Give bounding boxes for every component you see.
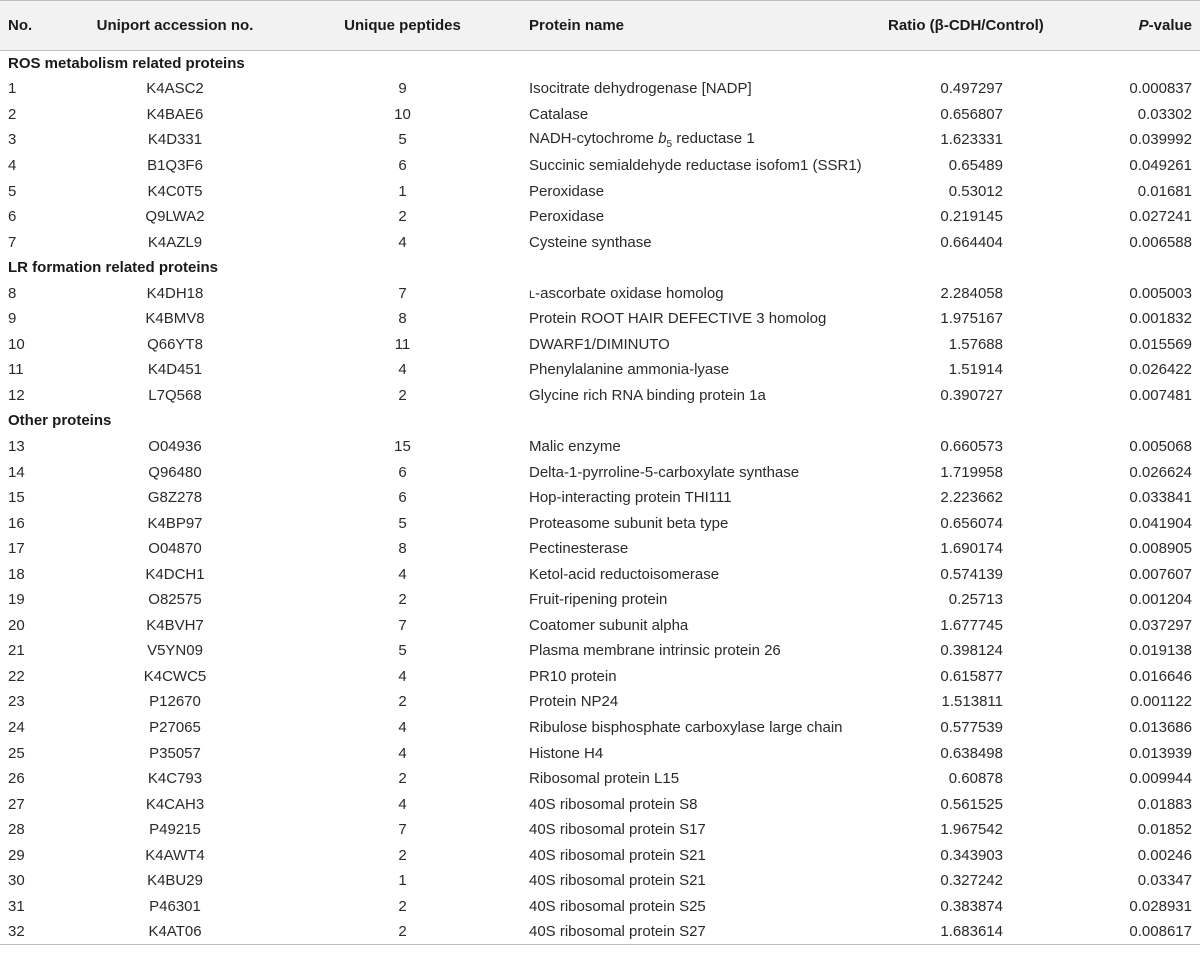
cell-p-value: 0.01681 — [1137, 182, 1192, 200]
cell-protein-name: 40S ribosomal protein S27 — [515, 919, 880, 945]
cell-unique-peptides: 4 — [398, 718, 407, 736]
cell-accession: K4AT06 — [60, 919, 290, 945]
cell-unique-peptides: 4 — [398, 565, 407, 583]
protein-name-subscript: 5 — [666, 138, 673, 150]
cell-accession: Q96480 — [148, 463, 202, 481]
cell-accession: P12670 — [149, 693, 201, 711]
cell-accession: K4DCH1 — [145, 565, 205, 583]
cell-p-value: 0.027241 — [1129, 208, 1192, 226]
cell-accession: K4CWC5 — [143, 667, 207, 685]
cell-ratio: 0.219145 — [940, 208, 1003, 226]
table-row — [0, 383, 1200, 409]
table-row — [0, 740, 1200, 766]
cell-protein-name: 40S ribosomal protein S21 — [529, 846, 706, 864]
cell-no: 10 — [8, 335, 25, 353]
table-row — [0, 204, 1200, 230]
cell-accession: P46301 — [149, 897, 201, 915]
table-row — [0, 664, 1200, 690]
header-p-letter: P — [1138, 17, 1149, 34]
cell-protein-name: Peroxidase — [529, 208, 605, 226]
cell-unique-peptides: 2 — [398, 770, 407, 788]
cell-p-value: 0.013939 — [1129, 744, 1192, 762]
cell-protein-name: Pectinesterase — [529, 540, 629, 558]
cell-accession: K4D451 — [147, 361, 203, 379]
cell-unique-peptides: 2 — [398, 591, 407, 609]
cell-accession: P27065 — [149, 718, 201, 736]
table-row — [0, 178, 1200, 204]
header-no: No. — [0, 1, 60, 51]
cell-no: 30 — [8, 872, 25, 890]
cell-unique-peptides: 7 — [398, 284, 407, 302]
cell-no: 29 — [8, 846, 25, 864]
cell-no: 20 — [8, 616, 25, 634]
cell-ratio: 0.383874 — [940, 897, 1003, 915]
cell-accession: K4D331 — [147, 131, 203, 149]
section-title: ROS metabolism related proteins — [8, 55, 245, 73]
table-row — [0, 613, 1200, 639]
cell-accession: K4C0T5 — [147, 182, 203, 200]
cell-unique-peptides: 2 — [290, 919, 515, 945]
cell-p-value: 0.005068 — [1129, 437, 1192, 455]
cell-no: 6 — [8, 208, 17, 226]
cell-ratio: 1.683614 — [880, 919, 1065, 945]
cell-p-value: 0.01852 — [1137, 821, 1192, 839]
cell-unique-peptides: 1 — [398, 182, 407, 200]
cell-p-value: 0.007607 — [1129, 565, 1192, 583]
cell-no: 31 — [8, 897, 25, 915]
header-accession: Uniport accession no. — [60, 1, 290, 51]
cell-no: 25 — [8, 744, 25, 762]
cell-protein-name: 40S ribosomal protein S25 — [529, 897, 706, 915]
cell-unique-peptides: 5 — [398, 514, 407, 532]
cell-protein-name: PR10 protein — [529, 667, 617, 685]
table-row — [0, 791, 1200, 817]
cell-protein-name: Plasma membrane intrinsic protein 26 — [529, 642, 781, 660]
table-row — [0, 76, 1200, 102]
cell-p-value: 0.00246 — [1137, 846, 1192, 864]
cell-accession: O04870 — [148, 540, 202, 558]
cell-ratio: 1.719958 — [940, 463, 1003, 481]
cell-p-value: 0.008617 — [1065, 919, 1200, 945]
cell-unique-peptides: 4 — [398, 795, 407, 813]
cell-protein-name: Protein NP24 — [529, 693, 619, 711]
cell-ratio: 1.975167 — [940, 310, 1003, 328]
table-row — [0, 638, 1200, 664]
cell-unique-peptides: 6 — [398, 489, 407, 507]
cell-ratio: 1.967542 — [940, 821, 1003, 839]
protein-name-smallcaps: l — [529, 284, 536, 302]
cell-ratio: 0.390727 — [940, 386, 1003, 404]
cell-unique-peptides: 2 — [398, 208, 407, 226]
cell-no: 23 — [8, 693, 25, 711]
cell-unique-peptides: 7 — [398, 821, 407, 839]
table-row — [0, 510, 1200, 536]
cell-unique-peptides: 1 — [398, 872, 407, 890]
cell-no: 2 — [8, 105, 17, 123]
cell-unique-peptides: 4 — [398, 667, 407, 685]
cell-protein-name: Delta-1-pyrroline-5-carboxylate synthase — [529, 463, 800, 481]
cell-protein-name: Isocitrate dehydrogenase [NADP] — [529, 80, 752, 98]
cell-p-value: 0.026422 — [1129, 361, 1192, 379]
table-header — [0, 1, 1200, 51]
cell-unique-peptides: 5 — [398, 642, 407, 660]
cell-no: 11 — [8, 361, 24, 379]
cell-unique-peptides: 6 — [398, 463, 407, 481]
cell-p-value: 0.016646 — [1129, 667, 1192, 685]
cell-unique-peptides: 2 — [398, 693, 407, 711]
cell-protein-name: Ribulose bisphosphate carboxylase large chain — [529, 718, 843, 736]
cell-ratio: 1.57688 — [948, 335, 1003, 353]
cell-p-value: 0.013686 — [1129, 718, 1192, 736]
cell-unique-peptides: 15 — [394, 437, 411, 455]
cell-protein-name: DWARF1/DIMINUTO — [529, 335, 670, 353]
cell-no: 17 — [8, 540, 25, 558]
cell-accession: K4BAE6 — [146, 105, 204, 123]
cell-p-value: 0.039992 — [1129, 131, 1192, 149]
cell-protein-name: Proteasome subunit beta type — [529, 514, 729, 532]
cell-ratio: 0.497297 — [940, 80, 1003, 98]
cell-ratio: 0.574139 — [940, 565, 1003, 583]
cell-no: 12 — [8, 386, 25, 404]
cell-unique-peptides: 2 — [398, 386, 407, 404]
cell-no: 8 — [8, 284, 17, 302]
cell-unique-peptides: 8 — [398, 540, 407, 558]
section-title: Other proteins — [8, 412, 112, 430]
cell-protein-name: Ketol-acid reductoisomerase — [529, 565, 720, 583]
cell-p-value: 0.008905 — [1129, 540, 1192, 558]
cell-p-value: 0.009944 — [1129, 770, 1192, 788]
cell-ratio: 0.53012 — [948, 182, 1003, 200]
cell-p-value: 0.01883 — [1137, 795, 1192, 813]
cell-protein-name — [515, 127, 880, 153]
table-row — [0, 127, 1200, 153]
cell-protein-name: 40S ribosomal protein S17 — [529, 821, 706, 839]
cell-p-value: 0.049261 — [1129, 156, 1192, 174]
cell-protein-name: 40S ribosomal protein S8 — [529, 795, 698, 813]
cell-p-value: 0.006588 — [1129, 233, 1192, 251]
cell-no: 14 — [8, 463, 25, 481]
cell-accession: K4CAH3 — [145, 795, 205, 813]
section-title: LR formation related proteins — [8, 259, 219, 277]
cell-p-value: 0.03347 — [1137, 872, 1192, 890]
cell-unique-peptides: 2 — [398, 897, 407, 915]
cell-p-value: 0.03302 — [1137, 105, 1192, 123]
cell-p-value: 0.026624 — [1129, 463, 1192, 481]
cell-accession: V5YN09 — [147, 642, 203, 660]
cell-accession: K4C793 — [147, 770, 203, 788]
cell-p-value: 0.000837 — [1129, 80, 1192, 98]
cell-accession: P35057 — [149, 744, 201, 762]
cell-unique-peptides: 7 — [398, 616, 407, 634]
cell-protein-name — [515, 280, 880, 306]
table-row — [0, 817, 1200, 843]
header-unique-peptides: Unique peptides — [290, 1, 515, 51]
cell-ratio: 0.660573 — [940, 437, 1003, 455]
cell-accession: L7Q568 — [148, 386, 202, 404]
cell-ratio: 0.327242 — [940, 872, 1003, 890]
cell-unique-peptides: 4 — [398, 233, 407, 251]
cell-ratio: 0.398124 — [940, 642, 1003, 660]
cell-ratio: 1.513811 — [941, 693, 1003, 711]
cell-ratio: 2.284058 — [940, 284, 1003, 302]
cell-ratio: 0.656807 — [940, 105, 1003, 123]
cell-unique-peptides: 11 — [394, 335, 411, 353]
cell-p-value: 0.015569 — [1129, 335, 1192, 353]
cell-accession: K4AWT4 — [145, 846, 205, 864]
cell-p-value: 0.005003 — [1129, 284, 1192, 302]
cell-ratio: 1.623331 — [940, 131, 1003, 149]
table-row — [0, 280, 1200, 306]
cell-p-value: 0.037297 — [1129, 616, 1192, 634]
cell-protein-name: Catalase — [529, 105, 589, 123]
cell-accession: K4AZL9 — [147, 233, 203, 251]
cell-ratio: 1.677745 — [940, 616, 1003, 634]
cell-no: 19 — [8, 591, 25, 609]
cell-protein-name: Phenylalanine ammonia-lyase — [529, 361, 730, 379]
cell-protein-name: Ribosomal protein L15 — [529, 770, 680, 788]
cell-protein-name: Histone H4 — [529, 744, 604, 762]
cell-accession: K4BU29 — [147, 872, 203, 890]
header-protein-name: Protein name — [515, 1, 880, 51]
cell-unique-peptides: 5 — [398, 131, 407, 149]
table-body — [0, 51, 1200, 945]
protein-name-post: reductase 1 — [672, 129, 755, 147]
cell-ratio: 0.25713 — [948, 591, 1003, 609]
cell-accession: O82575 — [148, 591, 202, 609]
cell-unique-peptides: 10 — [394, 105, 411, 123]
cell-no: 7 — [8, 233, 17, 251]
cell-no: 15 — [8, 489, 25, 507]
table-row — [0, 842, 1200, 868]
cell-accession: B1Q3F6 — [147, 156, 203, 174]
cell-no: 16 — [8, 514, 25, 532]
table-row — [0, 689, 1200, 715]
table-row — [0, 485, 1200, 511]
cell-ratio: 0.615877 — [940, 667, 1003, 685]
cell-p-value: 0.007481 — [1129, 386, 1192, 404]
cell-accession: Q9LWA2 — [145, 208, 205, 226]
table-row — [0, 587, 1200, 613]
table-row — [0, 459, 1200, 485]
protein-name-post: -ascorbate oxidase homolog — [535, 284, 724, 302]
header-p-value — [1065, 1, 1200, 51]
cell-p-value: 0.041904 — [1129, 514, 1192, 532]
header-ratio: Ratio (β-CDH/Control) — [880, 1, 1065, 51]
cell-no: 9 — [8, 310, 17, 328]
table-row — [0, 894, 1200, 920]
table-row — [0, 229, 1200, 255]
header-row — [0, 1, 1200, 51]
cell-protein-name: Protein ROOT HAIR DEFECTIVE 3 homolog — [529, 310, 827, 328]
cell-p-value: 0.001122 — [1130, 693, 1192, 711]
cell-no: 27 — [8, 795, 25, 813]
cell-no: 28 — [8, 821, 25, 839]
cell-protein-name: Succinic semialdehyde reductase isofom1 (SSR1) — [529, 156, 862, 174]
cell-ratio: 0.577539 — [940, 718, 1003, 736]
cell-unique-peptides: 9 — [398, 80, 407, 98]
cell-protein-name: Glycine rich RNA binding protein 1a — [529, 386, 766, 404]
cell-protein-name: Peroxidase — [529, 182, 605, 200]
cell-ratio: 0.343903 — [940, 846, 1003, 864]
cell-ratio: 2.223662 — [940, 489, 1003, 507]
table-row — [0, 536, 1200, 562]
cell-ratio: 1.51914 — [948, 361, 1003, 379]
cell-protein-name: Malic enzyme — [529, 437, 621, 455]
cell-no: 26 — [8, 770, 25, 788]
cell-ratio: 0.65489 — [948, 156, 1003, 174]
table-row — [0, 332, 1200, 358]
cell-no: 18 — [8, 565, 25, 583]
cell-no: 5 — [8, 182, 17, 200]
cell-accession: P49215 — [149, 821, 201, 839]
cell-accession: K4BP97 — [147, 514, 203, 532]
table-row — [0, 306, 1200, 332]
cell-p-value: 0.019138 — [1129, 642, 1192, 660]
cell-unique-peptides: 6 — [398, 156, 407, 174]
table-row — [0, 102, 1200, 128]
cell-no: 22 — [8, 667, 25, 685]
cell-accession: K4BMV8 — [145, 310, 205, 328]
cell-accession: K4DH18 — [146, 284, 204, 302]
cell-protein-name: Coatomer subunit alpha — [529, 616, 689, 634]
protein-name-pre: NADH-cytochrome — [529, 129, 659, 147]
cell-ratio: 0.60878 — [948, 770, 1003, 788]
cell-no: 21 — [8, 642, 25, 660]
cell-accession: G8Z278 — [147, 489, 203, 507]
table-row — [0, 434, 1200, 460]
cell-ratio: 1.690174 — [940, 540, 1003, 558]
cell-p-value: 0.001204 — [1129, 591, 1192, 609]
cell-accession: K4ASC2 — [146, 80, 204, 98]
section-header-row — [0, 51, 1200, 77]
cell-protein-name: 40S ribosomal protein S21 — [529, 872, 706, 890]
table-row — [0, 868, 1200, 894]
cell-protein-name: Cysteine synthase — [529, 233, 652, 251]
section-header-row — [0, 255, 1200, 281]
cell-ratio: 0.561525 — [940, 795, 1003, 813]
cell-no: 3 — [8, 131, 17, 149]
table-row — [0, 919, 1200, 945]
cell-no: 1 — [8, 80, 17, 98]
cell-unique-peptides: 4 — [398, 744, 407, 762]
cell-unique-peptides: 2 — [398, 846, 407, 864]
cell-no: 24 — [8, 718, 25, 736]
cell-protein-name: Hop-interacting protein THI111 — [529, 489, 732, 507]
cell-p-value: 0.001832 — [1129, 310, 1192, 328]
section-header-row — [0, 408, 1200, 434]
cell-no: 4 — [8, 156, 17, 174]
cell-p-value: 0.028931 — [1129, 897, 1192, 915]
table-row — [0, 357, 1200, 383]
cell-accession: K4BVH7 — [146, 616, 204, 634]
cell-unique-peptides: 4 — [398, 361, 407, 379]
cell-ratio: 0.638498 — [940, 744, 1003, 762]
table-row — [0, 561, 1200, 587]
cell-accession: O04936 — [148, 437, 202, 455]
table-row — [0, 715, 1200, 741]
cell-ratio: 0.656074 — [940, 514, 1003, 532]
cell-protein-name: Fruit-ripening protein — [529, 591, 668, 609]
table-row — [0, 766, 1200, 792]
cell-p-value: 0.033841 — [1129, 489, 1192, 507]
header-p-suffix: -value — [1148, 17, 1192, 34]
cell-ratio: 0.664404 — [940, 233, 1003, 251]
cell-no: 13 — [8, 437, 25, 455]
cell-unique-peptides: 8 — [398, 310, 407, 328]
protein-name-italic: b — [658, 129, 667, 147]
table-row — [0, 153, 1200, 179]
cell-no: 32 — [0, 919, 60, 945]
cell-accession: Q66YT8 — [147, 335, 203, 353]
